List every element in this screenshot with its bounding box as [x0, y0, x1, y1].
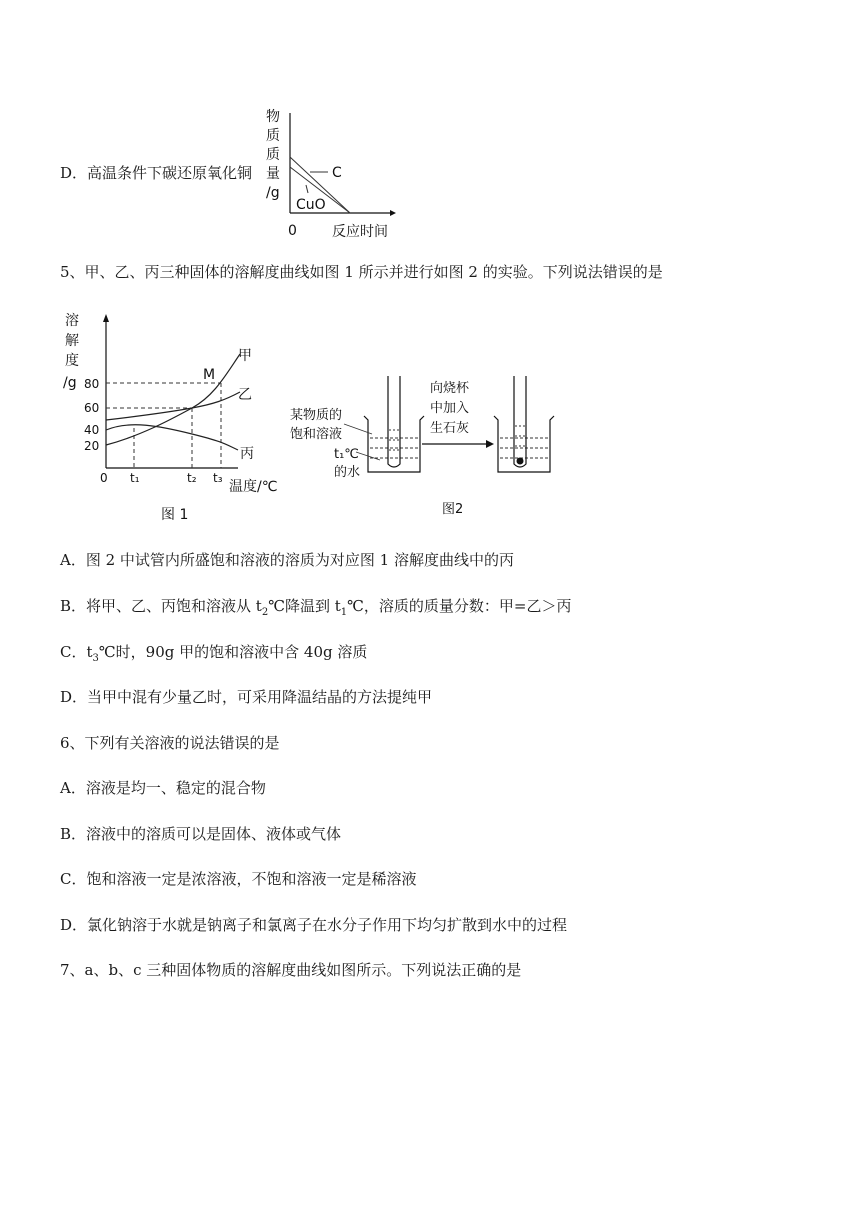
- fig1-y-label-2: 解: [65, 333, 79, 349]
- fig1-x-label: 温度/℃: [229, 479, 278, 495]
- fig2-water-label-1: t₁℃: [334, 447, 359, 462]
- q6-option-b: B．溶液中的溶质可以是固体、液体或气体: [60, 825, 342, 843]
- q4-y-label-4: 量: [266, 166, 280, 182]
- fig2-arrow-label-1: 向烧杯: [430, 381, 470, 396]
- q5-figure-1: [60, 308, 290, 523]
- q5-figure-2: [288, 372, 588, 522]
- fig2-arrow-label-3: 生石灰: [430, 421, 470, 436]
- fig1-y-tick-40: 40: [84, 423, 100, 437]
- q4-origin: 0: [288, 223, 297, 239]
- fig2-arrow-label-2: 中加入: [430, 401, 470, 416]
- q6-stem: 6、下列有关溶液的说法错误的是: [60, 734, 280, 752]
- fig1-point-m: M: [203, 367, 216, 383]
- fig1-origin: 0: [100, 471, 108, 485]
- q5-option-c: [60, 642, 367, 669]
- q5-option-b-sub2: 1: [340, 607, 348, 618]
- fig1-series-jia: 甲: [238, 348, 252, 364]
- fig1-x-tick-t3: t₃: [213, 471, 223, 485]
- fig2-water-label-2: 的水: [334, 465, 361, 480]
- q4-label-cuo: CuO: [296, 197, 326, 213]
- q5-option-b-mid: ℃降温到 t: [268, 597, 341, 615]
- fig2-caption: 图2: [442, 502, 464, 517]
- fig1-x-tick-t2: t₂: [187, 471, 197, 485]
- q7-stem: 7、a、b、c 三种固体物质的溶解度曲线如图所示。下列说法正确的是: [60, 961, 522, 979]
- q4-y-label-3: 质: [266, 147, 280, 163]
- fig2-right-beaker: [494, 416, 554, 472]
- q4-option-d: D．高温条件下碳还原氧化铜: [60, 164, 253, 182]
- fig1-curve-bing: [106, 425, 238, 450]
- fig2-left-label-2: 饱和溶液: [290, 427, 343, 442]
- fig2-left-label-1: 某物质的: [290, 408, 343, 423]
- q5-option-a: A．图 2 中试管内所盛饱和溶液的溶质为对应图 1 溶解度曲线中的丙: [60, 551, 514, 569]
- q5-option-c-sub: 3: [92, 653, 99, 664]
- q5-option-d: D．当甲中混有少量乙时，可采用降温结晶的方法提纯甲: [60, 688, 433, 706]
- q6-option-c: C．饱和溶液一定是浓溶液，不饱和溶液一定是稀溶液: [60, 870, 417, 888]
- fig1-caption: 图 1: [161, 507, 189, 523]
- q6-option-d: D．氯化钠溶于水就是钠离子和氯离子在水分子作用下均匀扩散到水中的过程: [60, 916, 568, 934]
- q5-option-b-sub1: 2: [261, 607, 269, 618]
- fig1-y-label-4: /g: [63, 375, 77, 391]
- fig2-right-test-tube: [514, 376, 526, 467]
- q5-option-c-suffix: ℃时，90g 甲的饱和溶液中含 40g 溶质: [98, 643, 368, 661]
- q4-label-c: C: [332, 165, 342, 181]
- q5-stem: 5、甲、乙、丙三种固体的溶解度曲线如图 1 所示并进行如图 2 的实验。下列说法错误的是: [60, 263, 663, 281]
- fig2-left-beaker: [364, 416, 424, 472]
- q4-figure: [262, 105, 402, 240]
- q5-option-b: [60, 596, 572, 623]
- fig1-curve-jia: [106, 354, 240, 445]
- fig2-precipitate: [517, 458, 524, 465]
- fig2-left-test-tube: [388, 376, 400, 467]
- fig1-y-label-3: 度: [65, 353, 79, 369]
- fig1-curve-yi: [106, 392, 240, 420]
- q5-option-c-prefix: C．t: [60, 643, 93, 661]
- fig1-series-bing: 丙: [240, 446, 254, 462]
- q6-option-a: A．溶液是均一、稳定的混合物: [60, 779, 266, 797]
- fig1-y-tick-60: 60: [84, 401, 100, 415]
- q4-y-label-1: 物: [266, 109, 280, 125]
- fig1-y-label-1: 溶: [65, 313, 79, 329]
- q4-y-label-2: 质: [266, 128, 280, 144]
- q5-option-b-prefix: B．将甲、乙、丙饱和溶液从 t: [60, 597, 262, 615]
- q4-y-label-5: /g: [266, 185, 280, 201]
- q4-x-label: 反应时间: [332, 224, 388, 240]
- fig1-x-tick-t1: t₁: [130, 471, 140, 485]
- q5-option-b-suffix: ℃，溶质的质量分数：甲=乙＞丙: [347, 597, 572, 615]
- fig1-series-yi: 乙: [238, 387, 252, 403]
- fig1-y-tick-20: 20: [84, 439, 100, 453]
- fig1-y-tick-80: 80: [84, 377, 100, 391]
